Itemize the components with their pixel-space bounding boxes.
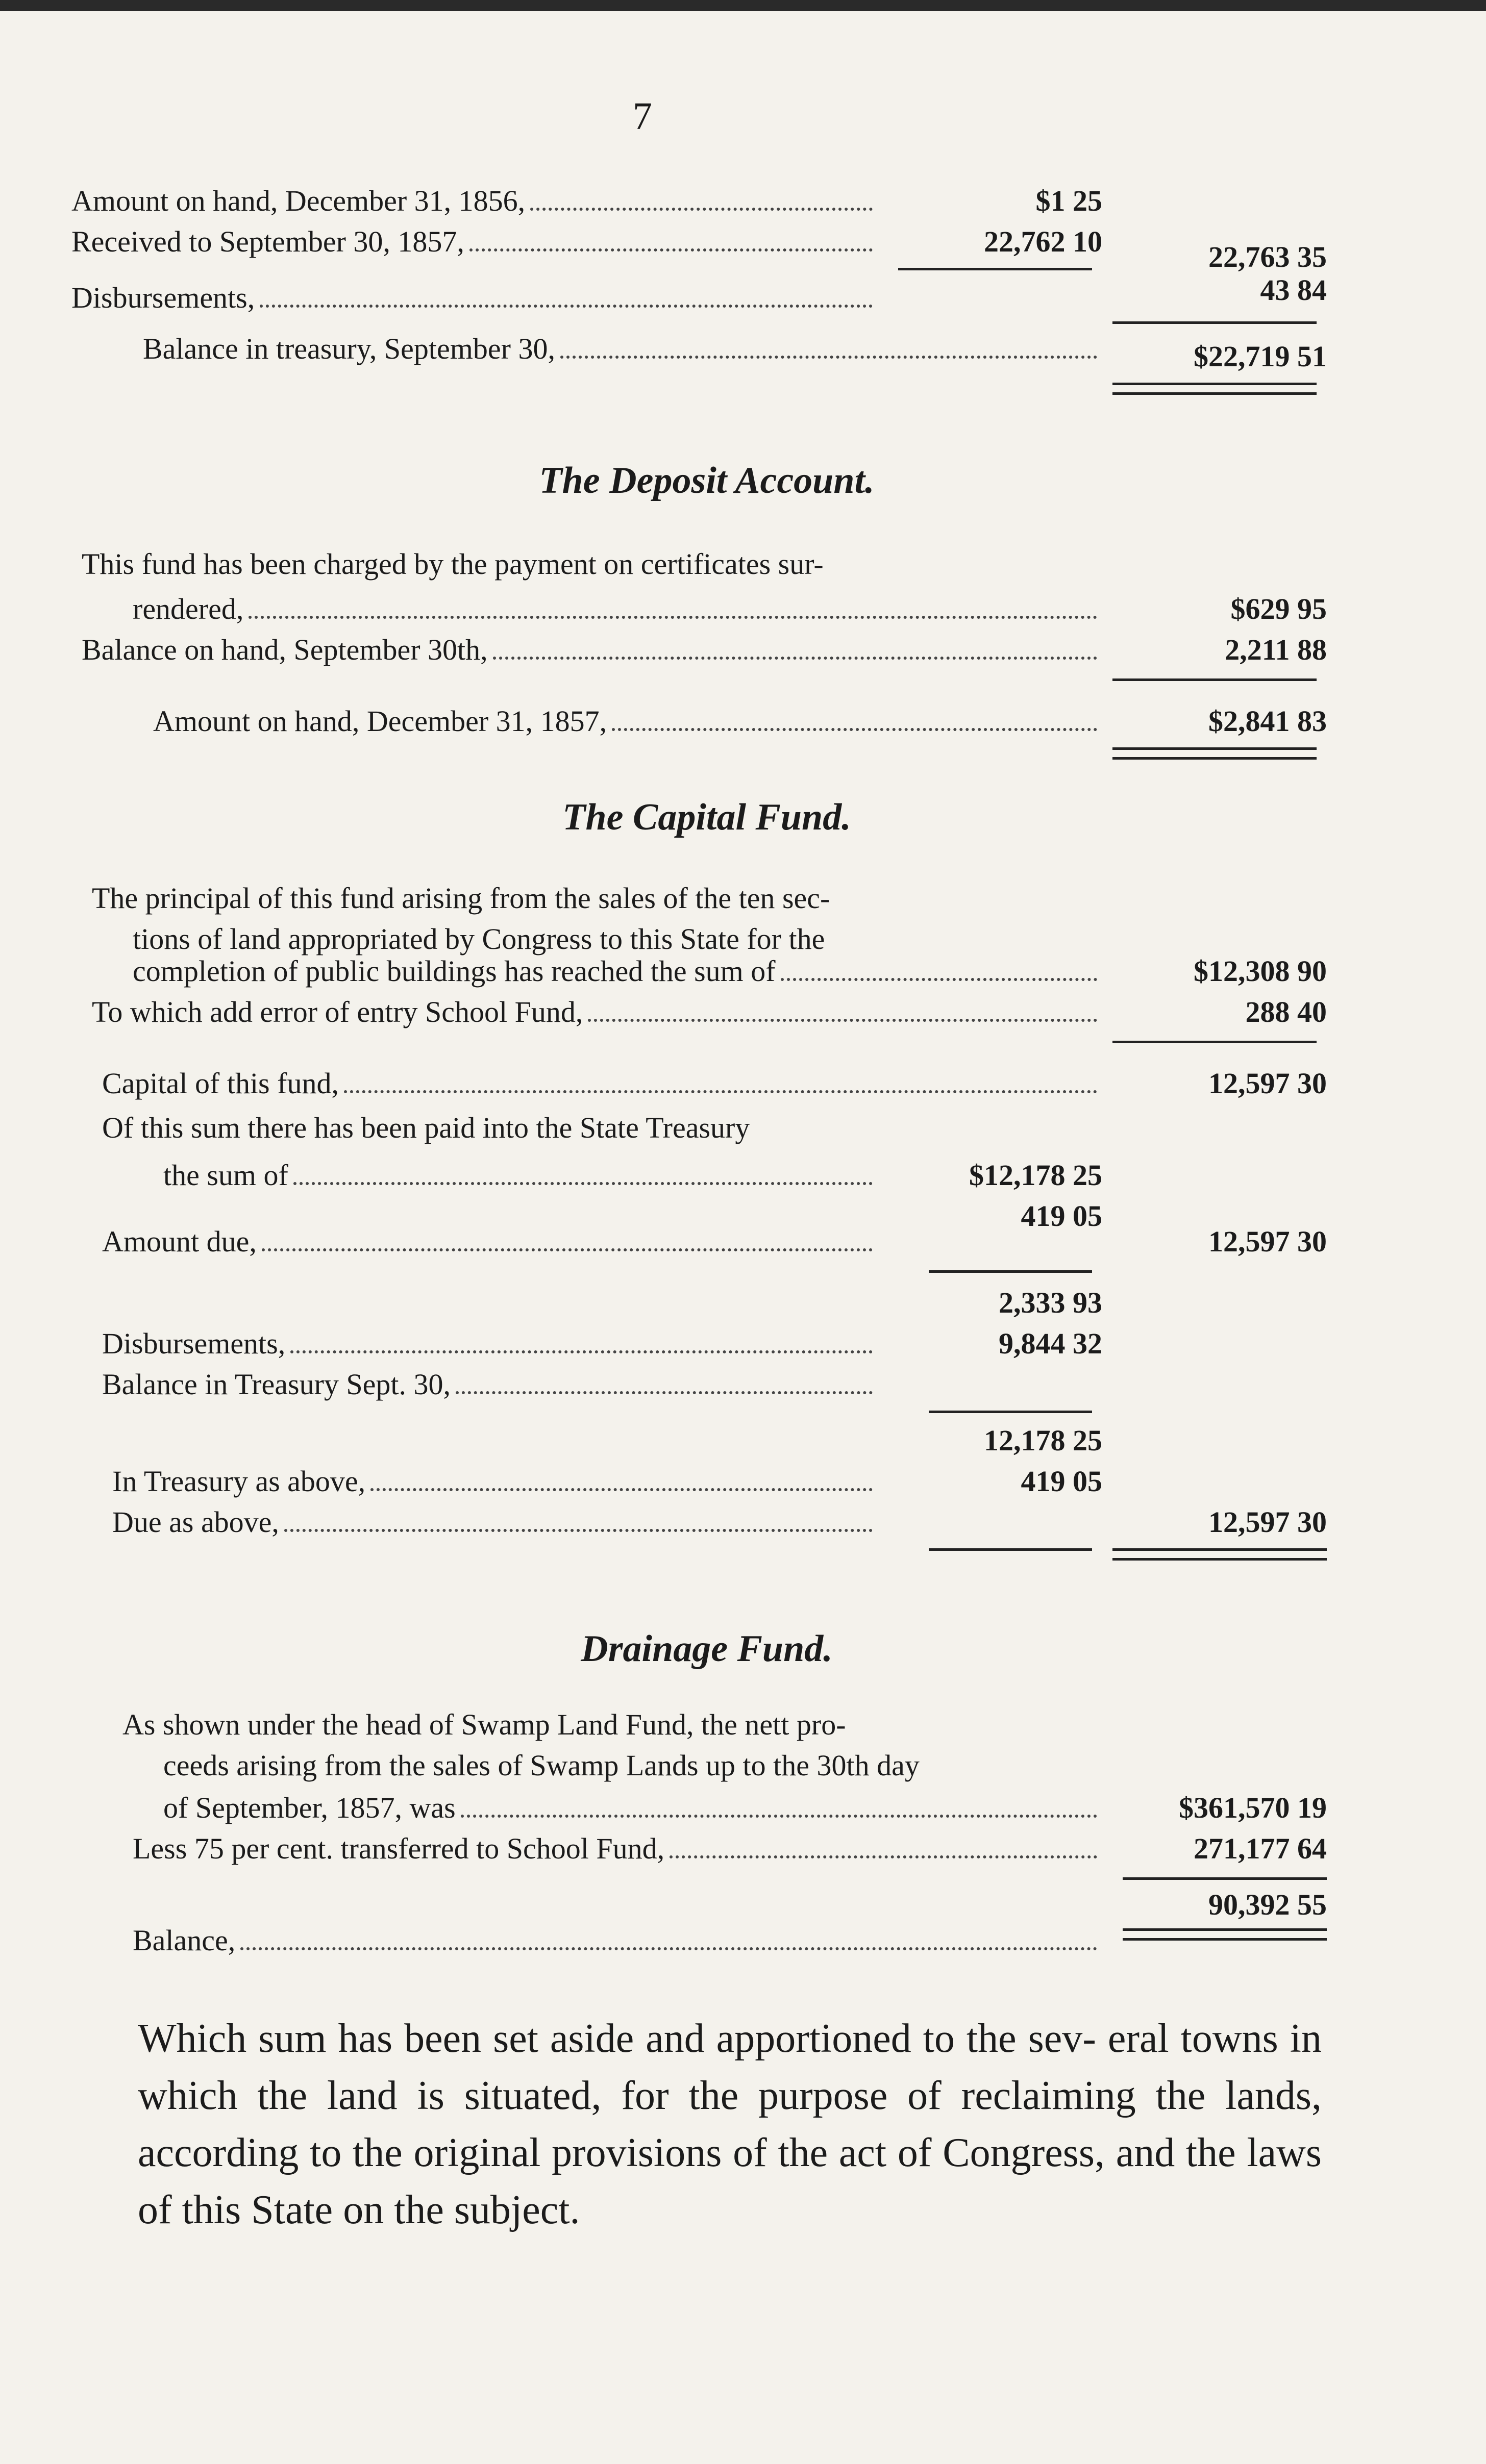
row-amount: 9,844 32 <box>999 1327 1102 1360</box>
drainage-text-line: As shown under the head of Swamp Land Fund, the nett pro- <box>122 1708 846 1741</box>
row-total: 12,597 30 <box>1208 1067 1327 1100</box>
row-label: Amount on hand, December 31, 1857, <box>153 705 607 738</box>
capital-row-disbursements <box>61 1326 1352 1367</box>
row-amount: 22,762 10 <box>984 225 1102 258</box>
document-page <box>61 66 1352 2413</box>
row-amount: 12,178 25 <box>984 1424 1102 1457</box>
row-total: 90,392 55 <box>1208 1888 1327 1921</box>
drainage-text-line: ceeds arising from the sales of Swamp Lands up to the 30th day <box>163 1749 920 1782</box>
scan-top-edge <box>0 0 1486 11</box>
page-number: 7 <box>633 95 652 138</box>
treasury-row-balance-amount <box>61 339 1352 380</box>
treasury-row-opening <box>61 184 1352 224</box>
row-amount: $1 25 <box>1035 184 1102 217</box>
row-amount: $12,178 25 <box>969 1159 1102 1192</box>
capital-row-treasury-amount <box>61 1423 1352 1464</box>
drainage-row-less <box>61 1831 1352 1872</box>
capital-row-capital <box>61 1066 1352 1107</box>
row-amount: 419 05 <box>1021 1465 1102 1498</box>
row-total: 22,763 35 <box>1208 240 1327 273</box>
row-label: Balance in treasury, September 30, <box>143 332 555 365</box>
rule <box>1112 1041 1317 1043</box>
deposit-heading: The Deposit Account. <box>539 460 875 501</box>
capital-row-error <box>61 995 1352 1036</box>
double-rule <box>1112 1548 1327 1561</box>
row-label: In Treasury as above, <box>112 1465 366 1498</box>
row-label: Amount due, <box>102 1225 257 1258</box>
row-total: 2,211 88 <box>1225 633 1327 666</box>
row-label: Received to September 30, 1857, <box>71 225 464 258</box>
double-rule <box>1112 383 1317 395</box>
capital-row-paid <box>61 1158 1352 1199</box>
capital-row-due-above <box>61 1505 1352 1546</box>
rule <box>929 1548 1092 1551</box>
row-total: 288 40 <box>1245 995 1327 1028</box>
double-rule <box>1123 1928 1327 1941</box>
rule <box>1123 1877 1327 1880</box>
row-amount: 2,333 93 <box>999 1286 1102 1319</box>
row-label: Balance, <box>133 1924 236 1957</box>
closing-paragraph: Which sum has been set aside and apportioned to the sev- eral towns in which the land is situated, for the purpose of reclaiming the lands, according to the original provisions of the act of Congress, and the laws of this State on the subject. <box>138 2016 1322 2232</box>
capital-text-line: Of this sum there has been paid into the State Treasury <box>102 1111 750 1144</box>
row-total: 271,177 64 <box>1194 1832 1327 1865</box>
capital-text-line: tions of land appropriated by Congress to this State for the <box>133 922 825 956</box>
capital-row-due <box>61 1224 1352 1265</box>
row-label: the sum of <box>163 1159 288 1192</box>
row-label: Balance on hand, September 30th, <box>82 633 488 666</box>
capital-heading: The Capital Fund. <box>562 796 851 838</box>
row-label: Less 75 per cent. transferred to School Fund, <box>133 1832 665 1865</box>
row-label: rendered, <box>133 592 244 625</box>
rule <box>929 1270 1092 1273</box>
treasury-row-disb-amount <box>61 273 1352 314</box>
drainage-row-balance-amount <box>61 1888 1352 1928</box>
deposit-text-line: This fund has been charged by the payment on certificates sur- <box>82 547 824 581</box>
row-total: $361,570 19 <box>1179 1791 1327 1824</box>
row-label: Disbursements, <box>102 1327 286 1360</box>
double-rule <box>1112 747 1317 760</box>
row-total: 12,597 30 <box>1208 1225 1327 1258</box>
capital-row-balance <box>61 1367 1352 1408</box>
row-label: Disbursements, <box>71 281 255 314</box>
row-total: $22,719 51 <box>1194 340 1327 373</box>
row-total: 43 84 <box>1260 273 1327 307</box>
deposit-row-balance <box>61 633 1352 673</box>
row-label: completion of public buildings has reached the sum of <box>133 954 776 988</box>
rule <box>1112 321 1317 324</box>
row-total: $12,308 90 <box>1194 954 1327 988</box>
row-total: $2,841 83 <box>1208 705 1327 738</box>
row-label: of September, 1857, was <box>163 1791 456 1824</box>
row-label: To which add error of entry School Fund, <box>92 995 583 1028</box>
deposit-row-amount <box>61 704 1352 745</box>
row-amount: 419 05 <box>1021 1199 1102 1233</box>
row-total: 12,597 30 <box>1208 1505 1327 1539</box>
row-label: Balance in Treasury Sept. 30, <box>102 1368 451 1401</box>
row-label: Amount on hand, December 31, 1856, <box>71 184 526 217</box>
row-total: $629 95 <box>1230 592 1327 625</box>
row-label: Due as above, <box>112 1505 279 1539</box>
capital-row-disb-amount <box>61 1286 1352 1326</box>
drainage-row-proceeds <box>61 1791 1352 1831</box>
rule <box>929 1411 1092 1413</box>
drainage-heading: Drainage Fund. <box>581 1628 833 1670</box>
deposit-row-rendered <box>61 592 1352 633</box>
capital-row-in-treasury <box>61 1464 1352 1505</box>
capital-text-line: The principal of this fund arising from the sales of the ten sec- <box>92 882 830 915</box>
row-label: Capital of this fund, <box>102 1067 339 1100</box>
rule <box>1112 678 1317 681</box>
capital-row-sum <box>61 954 1352 995</box>
